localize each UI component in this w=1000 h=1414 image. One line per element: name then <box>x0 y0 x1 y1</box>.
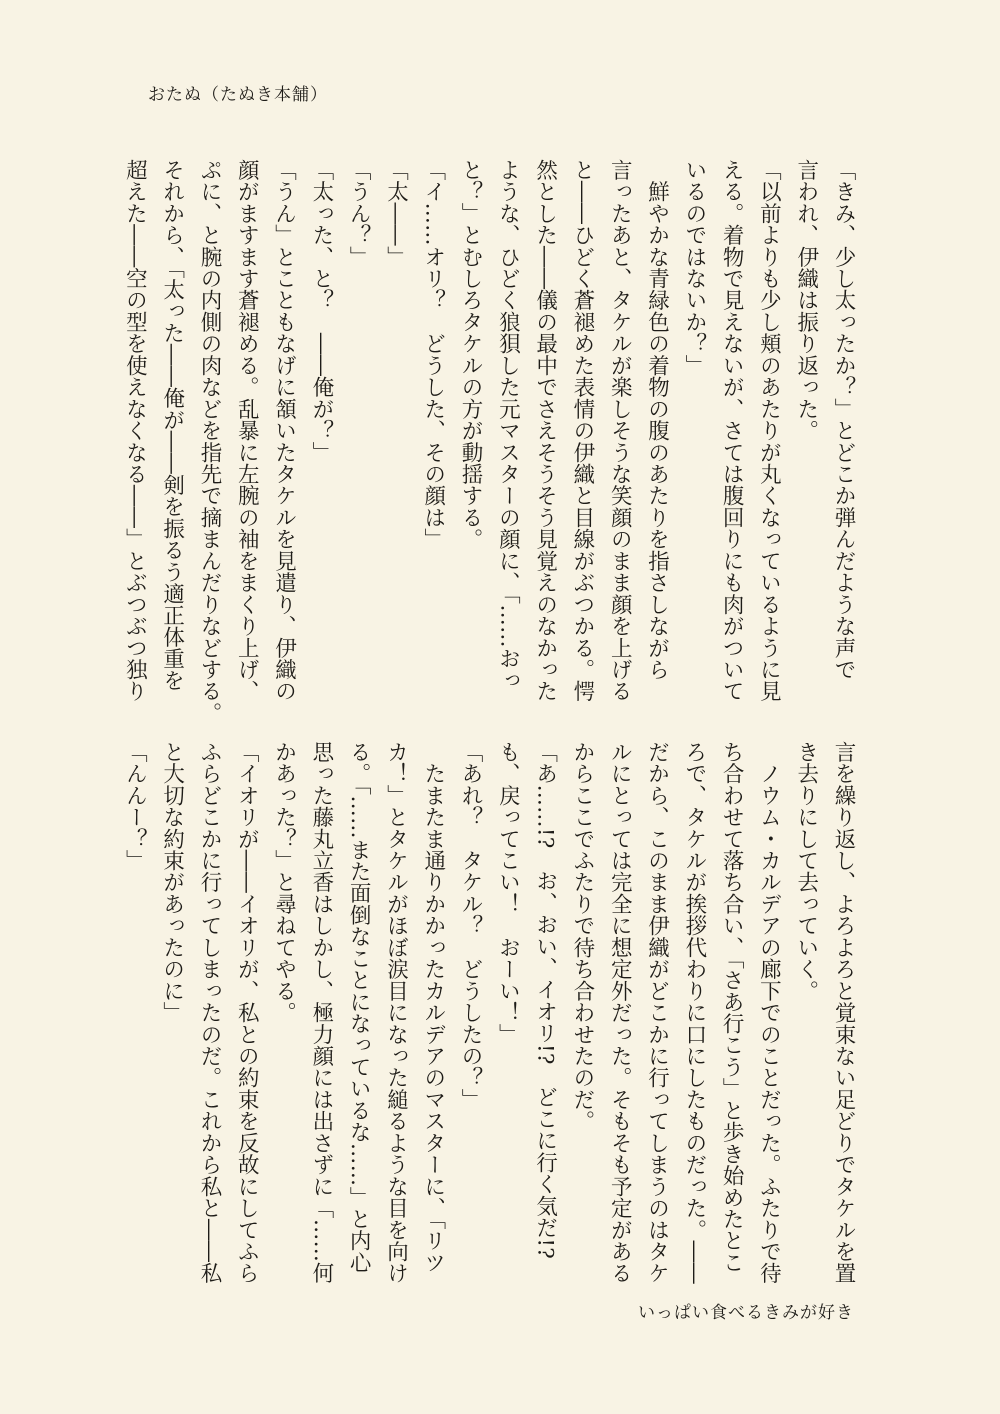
text-line: 「んんー？」 <box>122 741 148 872</box>
text-line: き去りにして去っていく。 <box>793 741 819 1002</box>
text-line: と――ひどく蒼褪めた表情の伊織と目線がぶつかる。愕 <box>569 159 595 702</box>
text-line: 鮮やかな青緑色の着物の腹のあたりを指さしながら <box>644 159 670 681</box>
text-line: 「きみ、少し太ったか？」とどこか弾んだような声で <box>831 159 856 681</box>
page-footer: いっぱい食べるきみが好き <box>638 1303 854 1323</box>
text-line: 言ったあと、タケルが楽しそうな笑顔のまま顔を上げる <box>607 159 633 702</box>
lower-text-block <box>116 741 862 1284</box>
upper-text-block <box>116 159 862 724</box>
text-line: 顔がますます蒼褪める。乱暴に左腕の袖をまくり上げ、 <box>234 159 260 702</box>
text-line: も、戻ってこい！ おーい！」 <box>495 741 521 1046</box>
text-line: 「うん？」 <box>346 159 372 268</box>
text-line: 「あ……!? お、おい、イオリ!? どこに行く気だ!? <box>532 741 558 1259</box>
text-line: だから、このまま伊織がどこかに行ってしまうのはタケ <box>644 741 670 1284</box>
text-line: それから、「太った――俺が――剣を振るう適正体重を <box>159 159 185 692</box>
text-line: カ！」とタケルがほぼ涙目になった縋るような目を向け <box>383 741 409 1284</box>
text-line: 「太った、と？ ――俺が？」 <box>308 159 334 464</box>
text-line: 言を繰り返し、よろよろと覚束ない足どりでタケルを置 <box>831 741 856 1284</box>
text-line: ルにとっては完全に想定外だった。そもそも予定がある <box>607 741 633 1284</box>
text-line: 「うん」とこともなげに頷いたタケルを見遣り、伊織の <box>271 159 297 702</box>
text-line: 「太――」 <box>383 159 409 268</box>
text-line: と大切な約束があったのに」 <box>159 741 185 1024</box>
text-line: と？」とむしろタケルの方が動揺する。 <box>458 159 484 550</box>
text-line: 「イオリが――イオリが、私との約束を反故にしてふら <box>234 741 260 1284</box>
text-line: からここでふたりで待ち合わせたのだ。 <box>569 741 595 1132</box>
text-line: いるのではないか？」 <box>681 159 707 377</box>
text-line: 「あれ？ タケル？ どうしたの？」 <box>458 741 484 1111</box>
page-header: おたぬ（たぬき本舗） <box>148 85 328 105</box>
text-line: る。「……また面倒なことになっているな……」と内心 <box>346 741 372 1274</box>
text-line: 言われ、伊織は振り返った。 <box>793 159 819 442</box>
text-line: ふらどこかに行ってしまったのだ。これから私と――私 <box>196 741 222 1284</box>
text-line: ノウム・カルデアの廊下でのことだった。ふたりで待 <box>756 741 782 1284</box>
text-line: 思った藤丸立香はしかし、極力顔には出さずに「……何 <box>308 741 334 1284</box>
text-line: ぷに、と腕の内側の肉などを指先で摘まんだりなどする。 <box>196 159 222 724</box>
text-line: かあった？」と尋ねてやる。 <box>271 741 297 1024</box>
text-line: ろで、タケルが挨拶代わりに口にしたものだった。―― <box>681 741 707 1284</box>
text-line: える。着物で見えないが、さては腹回りにも肉がついて <box>719 159 745 702</box>
text-line: 然とした――儀の最中でさえそうそう見覚えのなかった <box>532 159 558 702</box>
text-line: たまたま通りかかったカルデアのマスターに、「リツ <box>420 741 446 1274</box>
text-line: 「イ……オリ？ どうした、その顔は」 <box>420 159 446 550</box>
text-line: 超えた――空の型を使えなくなる――」とぶつぶつ独り <box>122 159 148 702</box>
text-line: 「以前よりも少し頬のあたりが丸くなっているように見 <box>756 159 782 702</box>
text-line: ような、ひどく狼狽した元マスターの顔に、「……おっ <box>495 159 521 692</box>
text-line: ち合わせて落ち合い、「さあ行こう」と歩き始めたとこ <box>719 741 745 1274</box>
